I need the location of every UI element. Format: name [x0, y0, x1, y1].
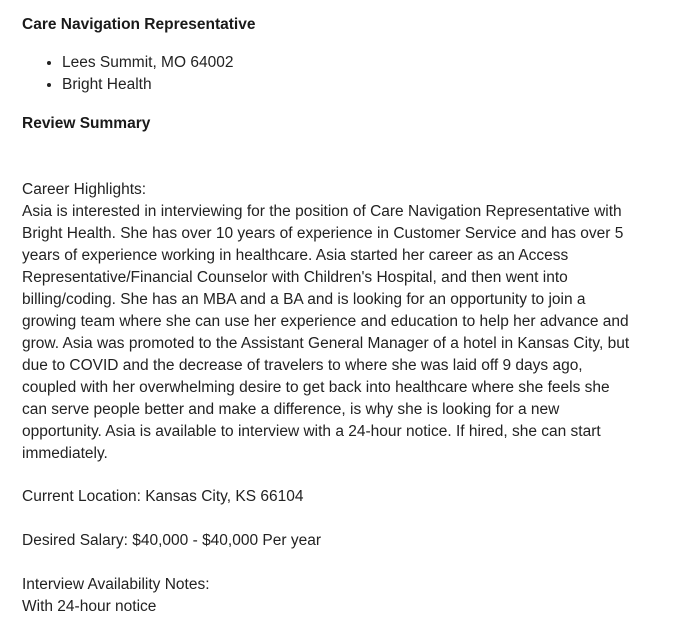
text-line: Asia is interested in interviewing for the position of Care Navigation Representative with — [22, 203, 622, 220]
text-line: grow. Asia was promoted to the Assistant General Manager of a hotel in Kansas City, but — [22, 335, 630, 352]
review-summary-heading: Review Summary — [22, 115, 151, 132]
interview-availability-label: Interview Availability Notes: — [22, 576, 210, 593]
company-name: • Bright Health — [62, 74, 233, 96]
current-location: Current Location: Kansas City, KS 66104 — [22, 488, 304, 505]
job-location: • Lees Summit, MO 64002 — [62, 52, 233, 74]
text-line: Representative/Financial Counselor with Children's Hospital, and then went into — [22, 269, 568, 286]
text-line: coupled with her overwhelming desire to get back into healthcare where she feels she — [22, 379, 610, 396]
desired-salary: Desired Salary: $40,000 - $40,000 Per year — [22, 532, 321, 549]
text-line: due to COVID and the decrease of travelers to where she was laid off 9 days ago, — [22, 357, 583, 374]
career-highlights-label: Career Highlights: — [22, 181, 147, 198]
text-line: years of experience working in healthcare. Asia started her career as an Access — [22, 247, 569, 264]
text-line: can serve people better and make a difference, is why she is looking for a new — [22, 401, 560, 418]
job-title: Care Navigation Representative — [22, 16, 256, 33]
job-details-list — [22, 52, 233, 96]
text-line: Bright Health. She has over 10 years of experience in Customer Service and has over 5 — [22, 225, 624, 242]
text-line: opportunity. Asia is available to interview with a 24-hour notice. If hired, she can start — [22, 423, 601, 440]
career-highlights-text — [22, 201, 629, 465]
text-line: immediately. — [22, 445, 108, 462]
interview-availability-notes: With 24-hour notice — [22, 598, 157, 615]
text-line: growing team where she can use her experience and education to help her advance and — [22, 313, 629, 330]
text-line: billing/coding. She has an MBA and a BA and is looking for an opportunity to join a — [22, 291, 586, 308]
